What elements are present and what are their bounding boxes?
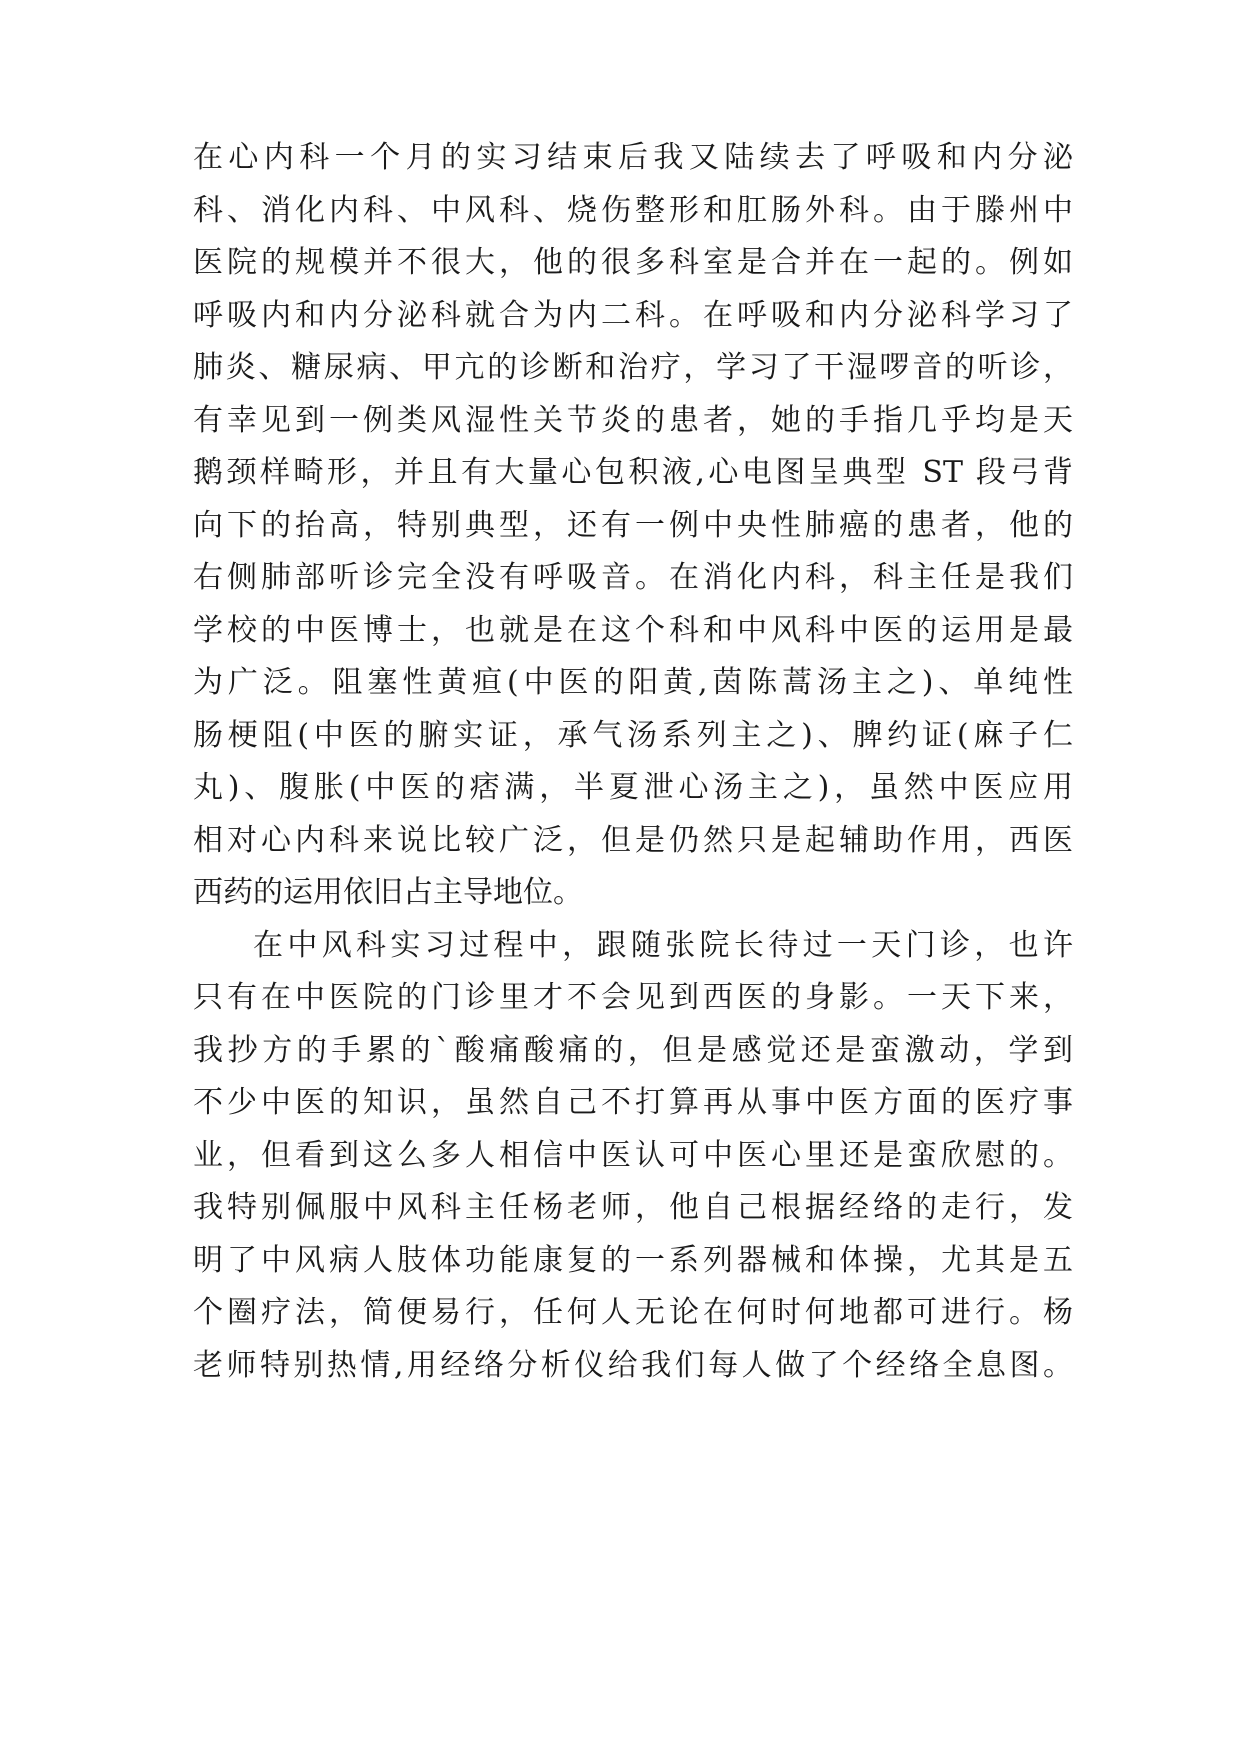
text-line: 有幸见到一例类风湿性关节炎的患者，她的手指几乎均是天: [193, 402, 1073, 438]
text-line: 老师特别热情,用经络分析仪给我们每人做了个经络全息图。: [193, 1347, 1073, 1383]
text-line: 肺炎、糖尿病、甲亢的诊断和治疗，学习了干湿啰音的听诊，: [193, 350, 1073, 385]
body-text: [193, 132, 1073, 1392]
text-line: 丸)、腹胀(中医的痞满，半夏泄心汤主之)，虽然中医应用: [193, 770, 1073, 805]
text-line: 呼吸内和内分泌科就合为内二科。在呼吸和内分泌科学习了: [193, 297, 1073, 333]
text-line: 在中风科实习过程中，跟随张院长待过一天门诊，也许: [253, 927, 1073, 963]
text-line: 为广泛。阻塞性黄疸(中医的阳黄,茵陈蒿汤主之)、单纯性: [193, 665, 1073, 700]
paragraph-1: [193, 132, 1073, 920]
text-line: 向下的抬高，特别典型，还有一例中央性肺癌的患者，他的: [193, 507, 1073, 543]
text-line: 只有在中医院的门诊里才不会见到西医的身影。一天下来，: [193, 980, 1073, 1015]
text-line: 不少中医的知识，虽然自己不打算再从事中医方面的医疗事: [193, 1085, 1073, 1120]
text-line: 业，但看到这么多人相信中医认可中医心里还是蛮欣慰的。: [193, 1137, 1073, 1173]
text-line: 科、消化内科、中风科、烧伤整形和肛肠外科。由于滕州中: [193, 192, 1073, 228]
text-line: 鹅颈样畸形，并且有大量心包积液,心电图呈典型 ST 段弓背: [193, 455, 1073, 490]
text-line: 西药的运用依旧占主导地位。: [193, 875, 583, 910]
text-line: 明了中风病人肢体功能康复的一系列器械和体操，尤其是五: [193, 1242, 1073, 1278]
text-line: 我特别佩服中风科主任杨老师，他自己根据经络的走行，发: [193, 1190, 1073, 1225]
text-line: 学校的中医博士，也就是在这个科和中风科中医的运用是最: [193, 612, 1073, 648]
text-line: 在心内科一个月的实习结束后我又陆续去了呼吸和内分泌: [193, 140, 1073, 175]
text-line: 右侧肺部听诊完全没有呼吸音。在消化内科，科主任是我们: [193, 560, 1073, 595]
text-line: 个圈疗法，简便易行，任何人无论在何时何地都可进行。杨: [193, 1295, 1073, 1330]
text-line: 医院的规模并不很大，他的很多科室是合并在一起的。例如: [193, 245, 1073, 280]
paragraph-2: [193, 920, 1073, 1393]
text-line: 肠梗阻(中医的腑实证，承气汤系列主之)、脾约证(麻子仁: [193, 717, 1073, 753]
text-line: 相对心内科来说比较广泛，但是仍然只是起辅助作用，西医: [193, 822, 1073, 858]
text-line: 我抄方的手累的`酸痛酸痛的，但是感觉还是蛮激动，学到: [193, 1032, 1073, 1068]
